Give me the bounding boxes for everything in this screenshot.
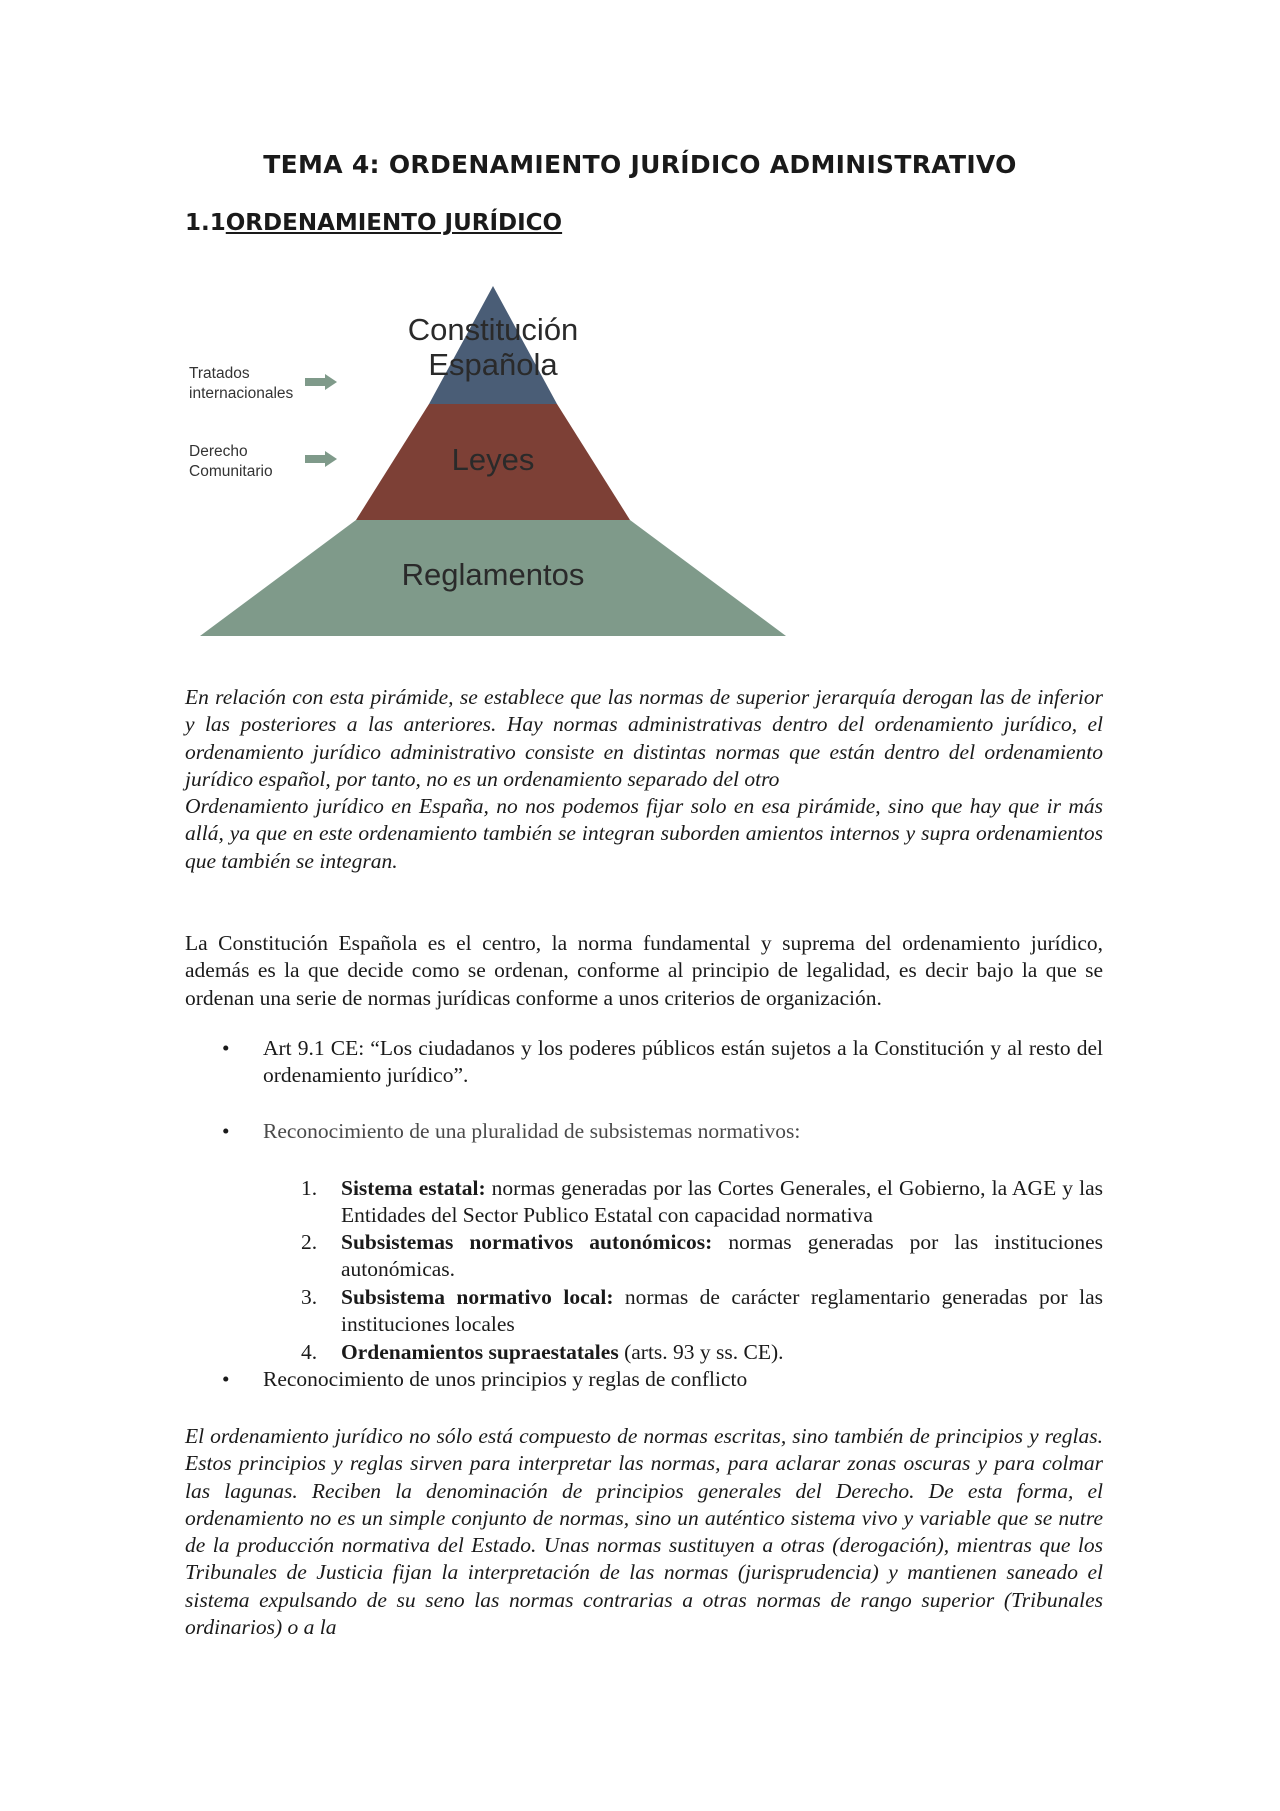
numbered-item-text: normas de carácter reglamentario generadas por las instituciones locales	[341, 1285, 1103, 1337]
bullet-text-principios: Reconocimiento de unos principios y reglas de conflicto	[263, 1367, 748, 1391]
side-label-derecho-1: Derecho	[189, 443, 248, 460]
bullet-icon: •	[222, 1036, 230, 1060]
side-label-tratados-2: internacionales	[189, 385, 294, 402]
pyramid-label-constitucion-2: Española	[428, 347, 558, 382]
numbered-item-number: 4.	[301, 1340, 318, 1364]
section-heading	[185, 210, 562, 236]
pyramid-explanation	[185, 684, 1103, 875]
section-label: ORDENAMIENTO JURÍDICO	[225, 210, 563, 236]
side-label-derecho-2: Comunitario	[189, 463, 273, 480]
document-title: TEMA 4: ORDENAMIENTO JURÍDICO ADMINISTRATIVO	[263, 150, 1017, 179]
constitution-paragraph	[185, 930, 1103, 1012]
numbered-item-number: 2.	[301, 1230, 318, 1254]
pyramid-label-leyes: Leyes	[451, 442, 535, 477]
numbered-item-number: 3.	[301, 1285, 318, 1309]
numbered-item-number: 1.	[301, 1176, 318, 1200]
hierarchy-pyramid-diagram	[183, 280, 803, 650]
bullet-icon: •	[222, 1367, 230, 1391]
numbered-item-text: (arts. 93 y ss. CE).	[618, 1340, 784, 1364]
numbered-item-title: Subsistema normativo local:	[341, 1285, 614, 1309]
arrow-right-icon	[305, 451, 337, 467]
paragraph-1: En relación con esta pirámide, se establece que las normas de superior jerarquía derogan las de inferior y las posteriores a las anteriores. Hay normas administrativas dentro del ordenamiento jurídico, el ordenamiento jurídico administrativo consiste en distintas normas que están dentro del ordenamiento jurídico español, por tanto, no es un ordenamiento separado del otro	[185, 685, 1103, 791]
numbered-item-text: normas generadas por las instituciones autonómicas.	[341, 1230, 1103, 1282]
paragraph-4: El ordenamiento jurídico no sólo está compuesto de normas escritas, sino también de principios y reglas. Estos principios y reglas sirven para interpretar las normas, para aclarar zonas oscuras y para colmar las lagunas. Reciben la denominación de principios generales del Derecho. De esta forma, el ordenamiento no es un simple conjunto de normas, sino un auténtico sistema vivo y variable que se nutre de la producción normativa del Estado. Unas normas sustituyen a otras (derogación), mientras que los Tribunales de Justicia fijan la interpretación de las normas (jurisprudencia) y mantienen saneado el sistema expulsando de su seno las normas contrarias a otras normas de rango superior (Tribunales ordinarios) o a la	[185, 1424, 1103, 1640]
numbered-item-title: Ordenamientos supraestatales	[341, 1340, 619, 1364]
bullet-text-art91: Art 9.1 CE: “Los ciudadanos y los poderes públicos están sujetos a la Constitución y al resto del ordenamiento jurídico”.	[263, 1036, 1103, 1088]
principles-paragraph	[185, 1423, 1103, 1641]
numbered-item-text: normas generadas por las Cortes Generales, el Gobierno, la AGE y las Entidades del Sector Publico Estatal con capacidad normativa	[341, 1176, 1103, 1228]
numbered-item-title: Subsistemas normativos autonómicos:	[341, 1230, 713, 1254]
bullet-text-pluralidad: Reconocimiento de una pluralidad de subsistemas normativos:	[263, 1119, 801, 1143]
section-number: 1.1	[185, 210, 226, 236]
side-label-tratados-1: Tratados	[189, 365, 250, 382]
paragraph-2: Ordenamiento jurídico en España, no nos podemos fijar solo en esa pirámide, sino que hay que ir más allá, ya que en este ordenamiento también se integran suborden amientos internos y supra ordenamientos que también se integran.	[185, 794, 1103, 873]
arrow-right-icon	[305, 374, 337, 390]
paragraph-3: La Constitución Española es el centro, la norma fundamental y suprema del ordenamiento jurídico, además es la que decide como se ordenan, conforme al principio de legalidad, es decir bajo la que se ordenan una serie de normas jurídicas conforme a unos criterios de organización.	[185, 931, 1103, 1010]
numbered-item-title: Sistema estatal:	[341, 1176, 486, 1200]
pyramid-label-constitucion-1: Constitución	[407, 312, 579, 347]
bullet-icon: •	[222, 1119, 230, 1143]
pyramid-label-reglamentos: Reglamentos	[401, 557, 585, 592]
